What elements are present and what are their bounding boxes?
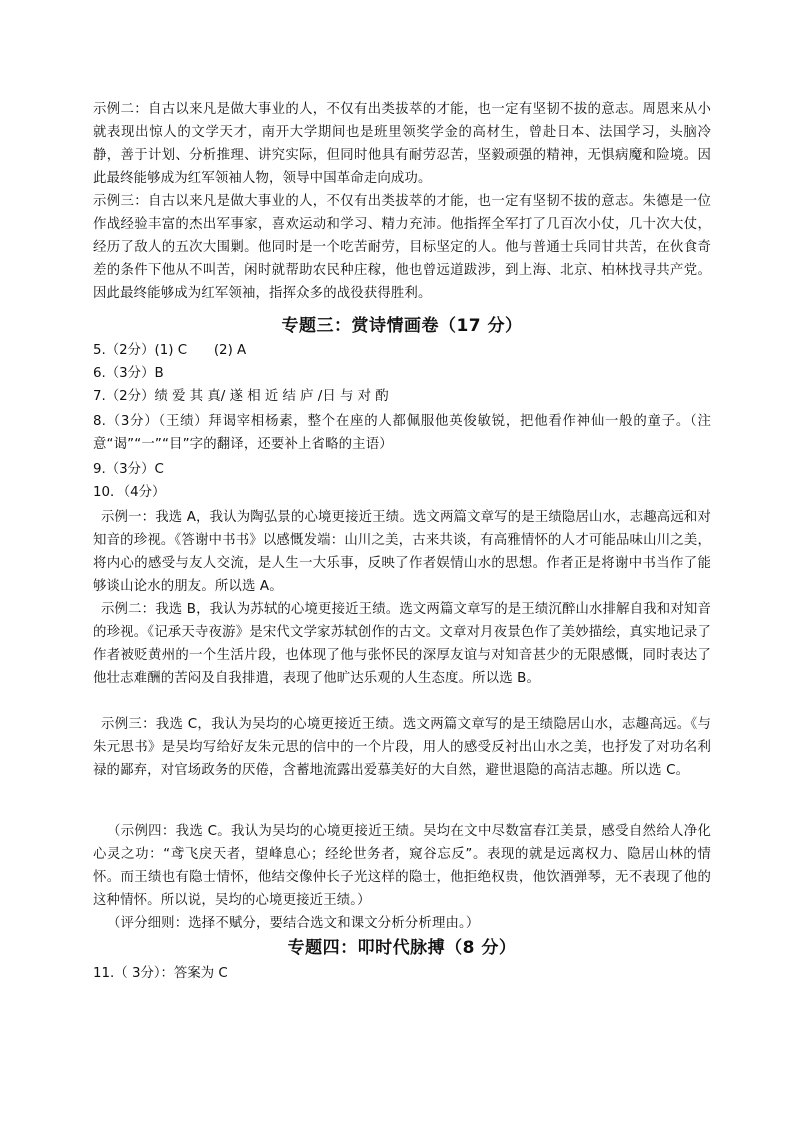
section-four-title: 专题四：叩时代脉搏（8 分） <box>287 938 517 958</box>
example-two-paragraph: 示例二：自古以来凡是做大事业的人，不仅有出类拔萃的才能，也一定有坚韧不拔的意志。周恩来从小就表现出惊人的文学天才，南开大学期间也是班里领奖学金的高材生，曾赴日本、法国学习，头脑冷静，善于计划、分析推理、讲究实际，但同时他具有耐劳忍苦，坚毅顽强的精神，无惧病魔和险境。因此最终能够成为红军领袖人物，领导中国革命走向成功。 <box>93 102 711 186</box>
answer-q11: 11.（ 3分）：答案为 C <box>93 966 228 981</box>
answer-q10-header: 10．（4分） <box>93 485 166 500</box>
example-three-paragraph: 示例三：自古以来凡是做大事业的人，不仅有出类拔萃的才能，也一定有坚韧不拔的意志。朱德是一位作战经验丰富的杰出军事家，喜欢运动和学习、精力充沛。他指挥全军打了几百次小仗，几十次大仗，经历了敌人的五次大围剿。他同时是一个吃苦耐劳，目标坚定的人。他与普通士兵同甘共苦，在伙食奇差的条件下他从不叫苦，闲时就帮助农民种庄稼，他也曾远道跋涉，到上海、北京、柏林找寻共产党。因此最终能够成为红军领袖，指挥众多的战役获得胜利。 <box>93 194 711 301</box>
q10-example-four: （示例四：我选 C。我认为吴均的心境更接近王绩。吴均在文中尽数富春江美景，感受自然给人净化心灵之功：“鸢飞戾天者，望峰息心；经纶世务者，窥谷忘反”。表现的就是远离权力、隐居山林的情怀。而王绩也有隐士情怀，他结交像仲长子光这样的隐士，他拒绝权贵，他饮酒弹琴，无不表现了他的这种情怀。所以说，吴均的心境更接近王绩。） <box>93 824 711 908</box>
answer-q6: 6.（3分）B <box>93 366 164 381</box>
q10-example-two: 示例二：我选 B，我认为苏轼的心境更接近王绩。选文两篇文章写的是王绩沉醉山水排解自我和对知音的珍视。《记承天寺夜游》是宋代文学家苏轼创作的古文。文章对月夜景色作了美妙描绘，真实地记录了作者被贬黄州的一个生活片段，也体现了他与张怀民的深厚友谊与对知音甚少的无限感慨，同时表达了他壮志难酬的苦闷及自我排遣，表现了他旷达乐观的人生态度。所以选 B。 <box>93 602 711 686</box>
answer-q7: 7.（2分）绩 爱 其 真/ 遂 相 近 结 庐 /日 与 对 酌 <box>93 389 389 404</box>
answer-q9: 9.（3分）C <box>93 462 164 477</box>
section-three-title: 专题三：赏诗情画卷（17 分） <box>281 316 523 336</box>
q10-example-one: 示例一：我选 A，我认为陶弘景的心境更接近王绩。选文两篇文章写的是王绩隐居山水，志趣高远和对知音的珍视。《答谢中书书》以感慨发端：山川之美，古来共谈，有高雅情怀的人才可能品味山川之美，将内心的感受与友人交流，是人生一大乐事，反映了作者娱情山水的思想。作者正是将谢中书当作了能够谈山论水的朋友。所以选 A。 <box>93 510 711 594</box>
answer-q8: 8.（3分）（王绩）拜谒宰相杨素，整个在座的人都佩服他英俊敏锐，把他看作神仙一般的童子。（注意“谒”“一”“目”字的翻译，还要补上省略的主语） <box>93 414 711 452</box>
q10-scoring-note: （评分细则：选择不赋分，要结合选文和课文分析分析理由。） <box>107 916 480 931</box>
q10-example-three: 示例三：我选 C，我认为吴均的心境更接近王绩。选文两篇文章写的是王绩隐居山水，志趣高远。《与朱元思书》是吴均写给好友朱元思的信中的一个片段，用人的感受反衬出山水之美，也抒发了对功名利禄的鄙弃，对官场政务的厌倦，含蓄地流露出爱慕美好的大自然，避世退隐的高洁志趣。所以选 C。 <box>93 717 711 778</box>
answer-q5: 5.（2分）(1) C (2) A <box>93 343 247 358</box>
